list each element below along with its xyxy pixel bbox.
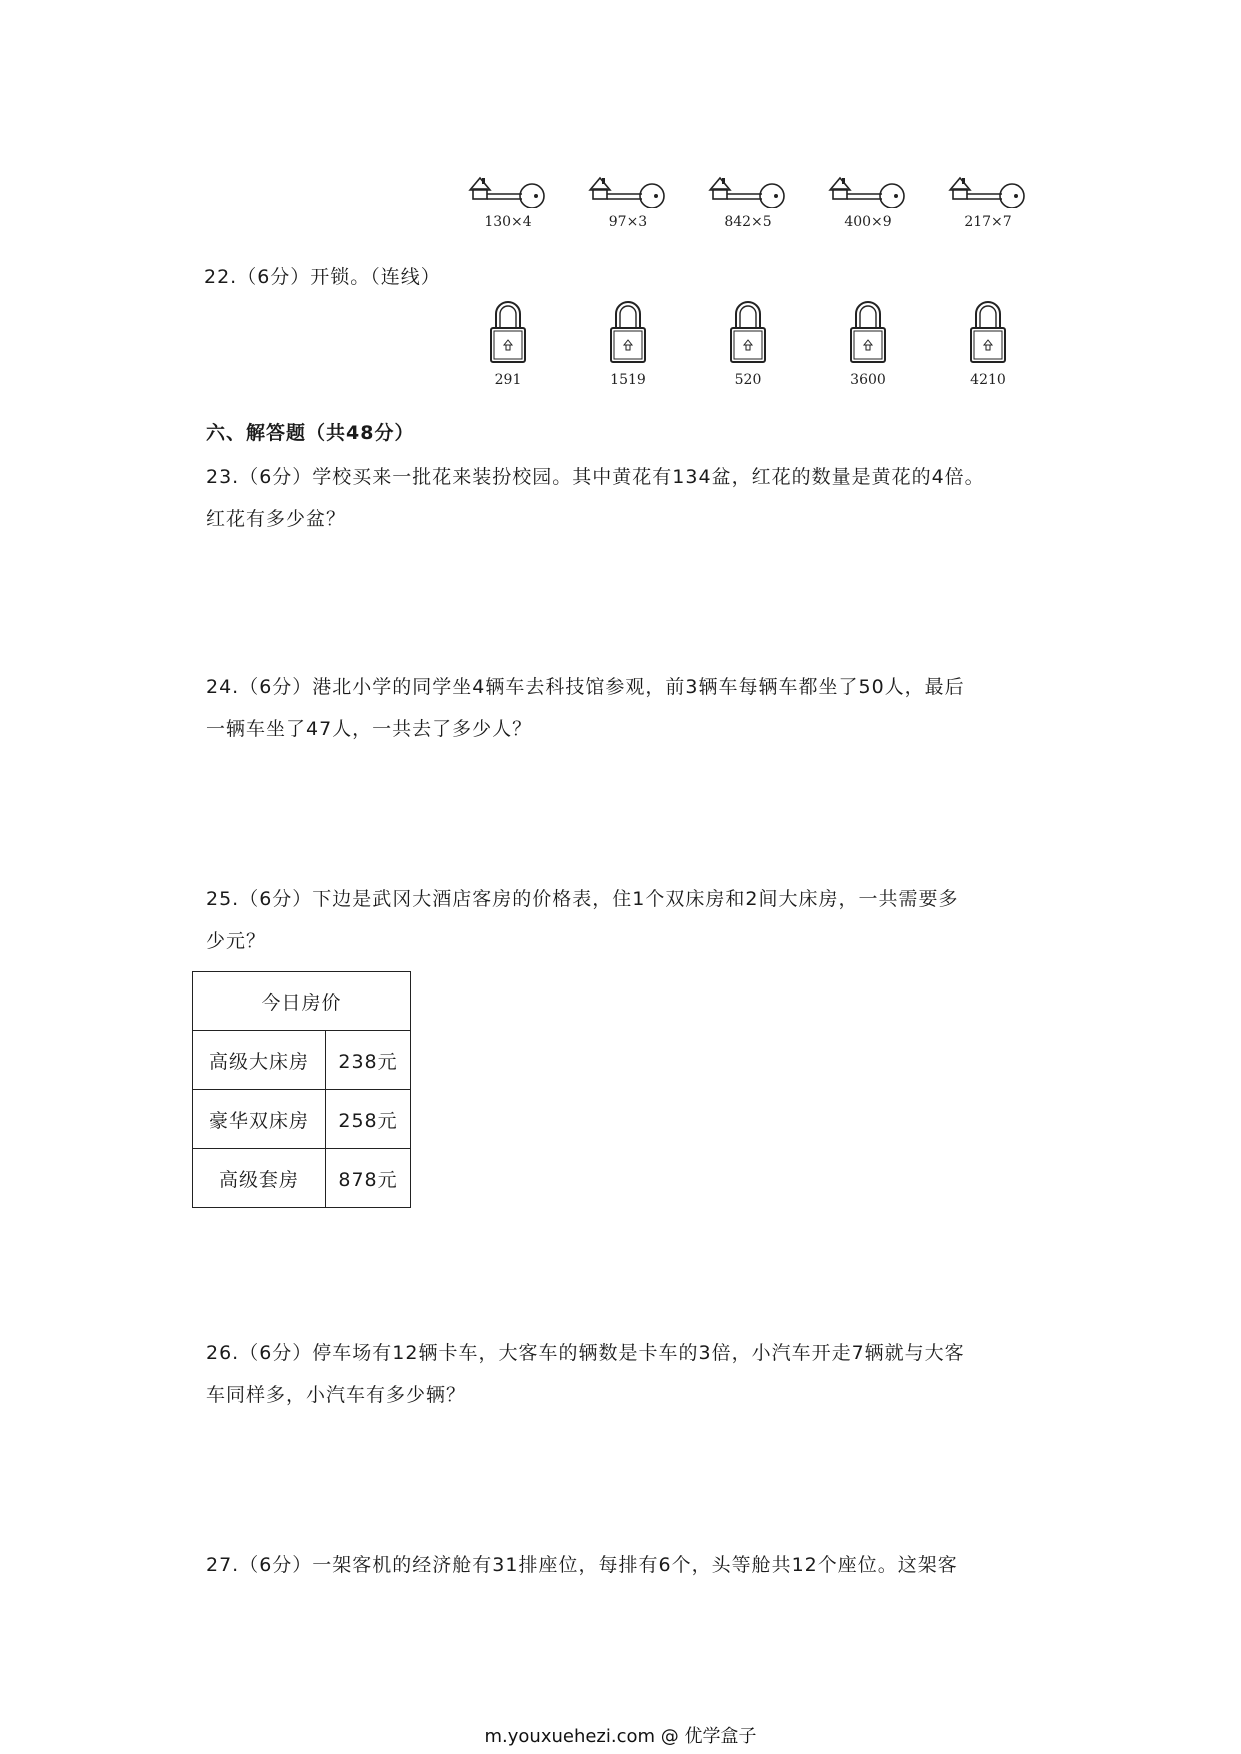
padlock-icon bbox=[848, 300, 888, 366]
question-25-line1: 25.（6分）下边是武冈大酒店客房的价格表，住1个双床房和2间大床房，一共需要多 bbox=[206, 888, 959, 910]
lock-5[interactable] bbox=[948, 300, 1028, 388]
key-icon bbox=[588, 168, 668, 208]
key-icon bbox=[708, 168, 788, 208]
room-name: 高级大床房 bbox=[193, 1031, 326, 1090]
key-label: 842×5 bbox=[724, 214, 772, 230]
question-26-line2: 车同样多，小汽车有多少辆？ bbox=[206, 1384, 467, 1406]
lock-label: 1519 bbox=[610, 372, 646, 388]
key-label: 97×3 bbox=[608, 214, 648, 230]
locks-row bbox=[468, 300, 1048, 390]
key-icon bbox=[828, 168, 908, 208]
lock-label: 4210 bbox=[970, 372, 1006, 388]
room-price: 878元 bbox=[326, 1149, 411, 1208]
keys-row bbox=[468, 168, 1048, 248]
question-24-line2: 一辆车坐了47人，一共去了多少人？ bbox=[206, 718, 533, 740]
lock-4[interactable] bbox=[828, 300, 908, 388]
room-price: 238元 bbox=[326, 1031, 411, 1090]
lock-label: 520 bbox=[734, 372, 762, 388]
padlock-icon bbox=[968, 300, 1008, 366]
price-table bbox=[192, 971, 411, 1208]
padlock-icon bbox=[608, 300, 648, 366]
key-3[interactable] bbox=[708, 168, 788, 230]
room-name: 豪华双床房 bbox=[193, 1090, 326, 1149]
key-2[interactable] bbox=[588, 168, 668, 230]
room-name: 高级套房 bbox=[193, 1149, 326, 1208]
lock-label: 3600 bbox=[850, 372, 886, 388]
key-1[interactable] bbox=[468, 168, 548, 230]
question-27-line1: 27.（6分）一架客机的经济舱有31排座位，每排有6个，头等舱共12个座位。这架客 bbox=[206, 1554, 958, 1576]
footer-watermark: m.youxuehezi.com @ 优学盒子 bbox=[484, 1726, 757, 1747]
question-23-line2: 红花有多少盆？ bbox=[206, 508, 347, 530]
question-23-line1: 23.（6分）学校买来一批花来装扮校园。其中黄花有134盆，红花的数量是黄花的4倍。 bbox=[206, 466, 985, 488]
table-row bbox=[193, 1090, 411, 1149]
key-label: 400×9 bbox=[844, 214, 892, 230]
question-25-line2: 少元？ bbox=[206, 930, 267, 952]
question-26-line1: 26.（6分）停车场有12辆卡车，大客车的辆数是卡车的3倍，小汽车开走7辆就与大客 bbox=[206, 1342, 965, 1364]
key-icon bbox=[468, 168, 548, 208]
room-price: 258元 bbox=[326, 1090, 411, 1149]
key-label: 217×7 bbox=[964, 214, 1012, 230]
key-5[interactable] bbox=[948, 168, 1028, 230]
key-label: 130×4 bbox=[484, 214, 532, 230]
question-24-line1: 24.（6分）港北小学的同学坐4辆车去科技馆参观，前3辆车每辆车都坐了50人，最后 bbox=[206, 676, 965, 698]
table-header: 今日房价 bbox=[193, 972, 411, 1031]
key-icon bbox=[948, 168, 1028, 208]
table-row bbox=[193, 1149, 411, 1208]
section-heading: 六、解答题（共48分） bbox=[206, 422, 415, 444]
lock-3[interactable] bbox=[708, 300, 788, 388]
lock-1[interactable] bbox=[468, 300, 548, 388]
key-4[interactable] bbox=[828, 168, 908, 230]
lock-label: 291 bbox=[494, 372, 522, 388]
question-22: 22.（6分）开锁。（连线） bbox=[204, 266, 441, 288]
table-header-row bbox=[193, 972, 411, 1031]
padlock-icon bbox=[728, 300, 768, 366]
padlock-icon bbox=[488, 300, 528, 366]
lock-2[interactable] bbox=[588, 300, 668, 388]
table-row bbox=[193, 1031, 411, 1090]
